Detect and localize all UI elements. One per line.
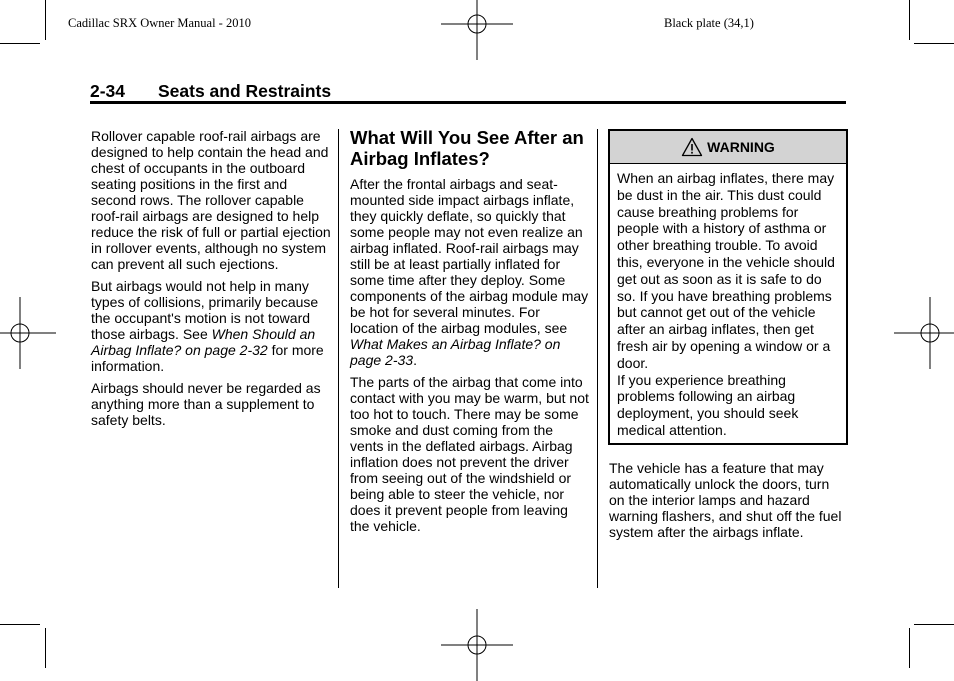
paragraph-text: After the frontal airbags and seat-mounted side impact airbags inflate, they quickly deflate, so quickly that some people may not even realize an airbag inflated. Roof-rail airbags may still be at least partially inflated for some time after they deploy. Some components of the airbag module may be hot for several minutes. For location of the airbag modules, see: [350, 176, 589, 336]
paragraph-text: for more information.: [91, 342, 324, 374]
warning-box: [608, 129, 848, 445]
paragraph: [91, 278, 331, 374]
warning-header: [610, 131, 846, 164]
paragraph: [350, 176, 590, 368]
warning-triangle-icon: [681, 137, 703, 157]
crop-mark: [909, 628, 910, 668]
paragraph: The vehicle has a feature that may automatically unlock the doors, turn on the interior lamps and hazard warning flashers, and shut off the fuel system after the airbags inflate.: [609, 460, 842, 540]
warning-text: When an airbag inflates, there may be dust in the air. This dust could cause breathing problems for people with a history of asthma or other breathing trouble. To avoid this, everyone in the vehicle should get out as soon as it is safe to do so. If you have breathing problems but cannot get out of the vehicle after an airbag inflates, then get fresh air by opening a window or a door.: [617, 170, 835, 371]
paragraph: Airbags should never be regarded as anything more than a supplement to safety belts.: [91, 380, 321, 428]
page-reference-link[interactable]: When Should an Airbag Inflate? on page 2-32: [91, 326, 316, 358]
paragraph-text: .: [413, 352, 417, 368]
registration-mark-top: [441, 0, 513, 60]
crop-mark: [45, 628, 46, 668]
crop-mark: [0, 43, 40, 44]
crop-mark: [45, 0, 46, 40]
crop-mark: [914, 43, 954, 44]
page-number: 2-34: [90, 81, 126, 101]
registration-mark-left: [0, 297, 56, 369]
paragraph: The parts of the airbag that come into contact with you may be warm, but not too hot to touch. There may be some smoke and dust coming from the vents in the deflated airbags. Airbag inflation does not prevent the driver from seeing out of the windshield or being able to steer the vehicle, nor does it prevent people from leaving the vehicle.: [350, 374, 589, 534]
column-2: [350, 176, 590, 540]
paragraph: Rollover capable roof-rail airbags are designed to help contain the head and chest of occupants in the outboard seating positions in the first and second rows. The rollover capable roof-rail airbags are designed to help reduce the risk of full or partial ejection in rollover events, although no system can prevent all such ejections.: [91, 128, 331, 272]
crop-mark: [0, 624, 40, 625]
crop-mark: [909, 0, 910, 40]
column-3: [609, 460, 847, 546]
warning-body: [610, 164, 846, 439]
page-reference-link[interactable]: What Makes an Airbag Inflate? on page 2-33: [350, 336, 561, 368]
column-divider: [597, 129, 598, 588]
warning-title: WARNING: [707, 139, 775, 155]
column-divider: [338, 129, 339, 588]
paragraph-text: But airbags would not help in many types of collisions, primarily because the occupant's motion is not toward those airbags. See: [91, 278, 319, 342]
section-title: Seats and Restraints: [158, 81, 332, 101]
subsection-heading: What Will You See After an Airbag Inflates?: [350, 127, 584, 169]
warning-text: If you experience breathing problems following an airbag deployment, you should seek medical attention.: [617, 371, 799, 438]
section-header: [90, 80, 846, 102]
header-rule: [90, 101, 846, 104]
printer-mark-right: Black plate (34,1): [664, 16, 754, 30]
column-1: [91, 128, 331, 434]
crop-mark: [914, 624, 954, 625]
printer-mark-left: Cadillac SRX Owner Manual - 2010: [68, 16, 251, 30]
registration-mark-right: [894, 297, 954, 369]
registration-mark-bottom: [441, 609, 513, 681]
